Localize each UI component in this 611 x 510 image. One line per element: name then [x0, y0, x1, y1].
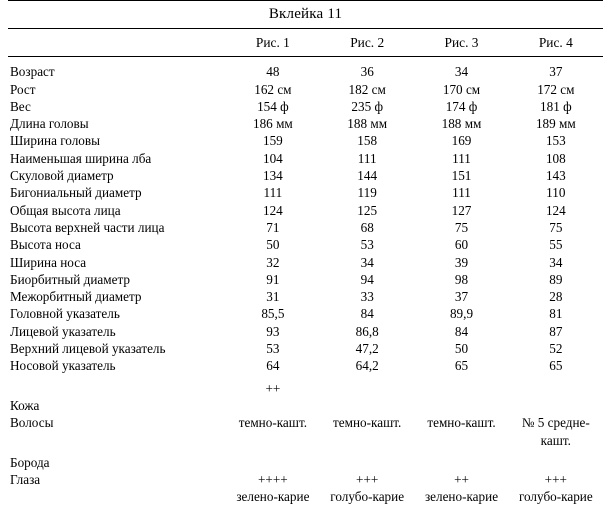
row-value-fig1: 162 см — [254, 81, 292, 97]
row-value-fig1: 48 — [266, 64, 280, 80]
row-value-fig2: 33 — [360, 289, 374, 305]
row-label: Длина головы — [10, 116, 89, 132]
row-value-fig4: 87 — [549, 323, 563, 339]
table-row — [8, 115, 603, 132]
measurements-table — [8, 29, 603, 56]
row-label-skin: Кожа — [10, 397, 40, 413]
row-value-fig2: 188 мм — [347, 116, 388, 132]
hair-value2-fig2 — [320, 432, 414, 449]
table-row-eyes-marks — [8, 471, 603, 488]
table-row — [8, 236, 603, 253]
table-row-eyes — [8, 488, 603, 505]
skin-value-fig4 — [509, 397, 603, 414]
row-label: Межорбитный диаметр — [10, 289, 142, 305]
row-value-fig2: 53 — [360, 237, 374, 253]
row-label: Вес — [10, 98, 31, 114]
row-value-fig3: 75 — [454, 219, 469, 235]
row-value-fig2: 144 — [357, 168, 378, 184]
row-value-fig2: 86,8 — [355, 323, 379, 339]
row-value-fig2: 125 — [357, 202, 378, 218]
row-value-fig3: 84 — [454, 323, 469, 339]
row-label-empty — [8, 432, 226, 449]
eyes-mark-fig4: +++ — [544, 472, 567, 488]
hair-value2-fig1 — [226, 432, 320, 449]
skin-value-fig3 — [414, 397, 508, 414]
skin-value-fig1 — [226, 397, 320, 414]
row-label: Возраст — [10, 64, 55, 80]
table-row — [8, 150, 603, 167]
skin-value-fig2 — [320, 397, 414, 414]
row-value-fig4: 81 — [549, 306, 563, 322]
row-value-fig2: 47,2 — [355, 341, 379, 357]
row-label: Ширина головы — [10, 133, 100, 149]
row-value-fig4: 189 мм — [535, 116, 576, 132]
row-value-fig3: 188 мм — [441, 116, 482, 132]
row-label: Наименьшая ширина лба — [10, 150, 152, 166]
row-value-fig3: 37 — [454, 289, 469, 305]
row-label-eyes: Глаза — [10, 472, 41, 488]
table-row-skin — [8, 397, 603, 414]
row-value-fig1: 104 — [262, 150, 283, 166]
row-value-fig2: 158 — [357, 133, 378, 149]
table-row-beard — [8, 454, 603, 471]
row-value-fig1: 93 — [266, 323, 280, 339]
row-value-fig1: 91 — [266, 271, 280, 287]
hair-value-fig2: темно-кашт. — [333, 415, 402, 431]
table-row — [8, 305, 603, 322]
table-row — [8, 167, 603, 184]
row-label: Высота верхней части лица — [10, 219, 165, 235]
skin-mark-fig2 — [320, 380, 414, 397]
row-label: Общая высота лица — [10, 202, 121, 218]
row-label: Лицевой указатель — [10, 323, 116, 339]
row-value-fig4: 52 — [549, 341, 563, 357]
row-value-fig1: 31 — [266, 289, 280, 305]
row-value-fig1: 50 — [266, 237, 280, 253]
row-value-fig3: 111 — [452, 185, 471, 201]
row-label: Носовой указатель — [10, 358, 116, 374]
table-row — [8, 219, 603, 236]
hair-value2-fig3 — [414, 432, 508, 449]
row-value-fig3: 65 — [454, 358, 469, 374]
beard-value-fig1 — [226, 454, 320, 471]
eyes-mark-fig3: ++ — [454, 472, 469, 488]
column-header-fig2: Рис. 2 — [350, 35, 385, 50]
table-row-skin-marks — [8, 380, 603, 397]
table-row — [8, 63, 603, 80]
column-header-label — [8, 29, 226, 56]
row-value-fig2: 84 — [360, 306, 374, 322]
row-value-fig3: 60 — [454, 237, 469, 253]
row-value-fig2: 36 — [360, 64, 374, 80]
row-value-fig4: 108 — [545, 150, 566, 166]
column-header-fig3: Рис. 3 — [444, 35, 479, 50]
table-header-row — [8, 29, 603, 56]
hair-value2-fig4: кашт. — [540, 432, 571, 448]
row-label: Рост — [10, 81, 36, 97]
row-value-fig3: 174 ф — [445, 98, 478, 114]
table-row-hair-cont — [8, 432, 603, 449]
row-label-hair: Волосы — [10, 415, 54, 431]
row-value-fig1: 85,5 — [261, 306, 285, 322]
table-row — [8, 340, 603, 357]
row-value-fig4: 110 — [546, 185, 566, 201]
measurements-body — [8, 57, 603, 505]
row-value-fig4: 181 ф — [540, 98, 572, 114]
row-value-fig4: 55 — [549, 237, 563, 253]
hair-value-fig3: темно-кашт. — [427, 415, 496, 431]
row-value-fig2: 94 — [360, 271, 374, 287]
row-value-fig4: 172 см — [537, 81, 575, 97]
skin-mark-fig4 — [509, 380, 603, 397]
page-title: Вклейка 11 — [268, 6, 343, 22]
beard-value-fig2 — [320, 454, 414, 471]
row-value-fig1: 64 — [266, 358, 280, 374]
row-label: Биорбитный диаметр — [10, 271, 130, 287]
row-value-fig1: 124 — [262, 202, 283, 218]
row-label: Ширина носа — [10, 254, 87, 270]
eyes-mark-fig2: +++ — [356, 472, 379, 488]
row-value-fig3: 89,9 — [449, 306, 474, 322]
row-value-fig4: 75 — [549, 219, 563, 235]
column-header-fig4: Рис. 4 — [538, 35, 573, 50]
row-value-fig1: 71 — [266, 219, 280, 235]
row-label-empty — [8, 380, 226, 397]
row-value-fig4: 89 — [549, 271, 563, 287]
row-value-fig2: 34 — [360, 254, 374, 270]
row-value-fig2: 182 см — [348, 81, 386, 97]
row-value-fig4: 37 — [549, 64, 563, 80]
row-label: Высота носа — [10, 237, 81, 253]
row-value-fig1: 159 — [262, 133, 283, 149]
row-value-fig3: 34 — [454, 64, 469, 80]
row-label: Верхний лицевой указатель — [10, 341, 166, 357]
eyes-value-fig1: зелено-карие — [236, 489, 310, 505]
row-value-fig4: 28 — [549, 289, 563, 305]
row-value-fig1: 53 — [266, 341, 280, 357]
row-label-beard: Борода — [10, 454, 50, 470]
eyes-value-fig4: голубо-карие — [518, 489, 593, 505]
table-row — [8, 288, 603, 305]
table-row — [8, 357, 603, 374]
row-value-fig3: 111 — [452, 150, 471, 166]
row-value-fig2: 111 — [357, 150, 377, 166]
beard-value-fig4 — [509, 454, 603, 471]
skin-mark-fig3 — [414, 380, 508, 397]
table-row — [8, 323, 603, 340]
table-row — [8, 271, 603, 288]
row-label-empty — [8, 488, 226, 505]
row-value-fig3: 98 — [454, 271, 469, 287]
skin-mark-fig1: ++ — [265, 380, 281, 396]
eyes-value-fig2: голубо-карие — [330, 489, 405, 505]
row-value-fig1: 111 — [263, 185, 283, 201]
row-value-fig3: 170 см — [442, 81, 481, 97]
row-label: Скуловой диаметр — [10, 168, 114, 184]
row-value-fig4: 65 — [549, 358, 563, 374]
row-value-fig2: 68 — [360, 219, 374, 235]
table-row — [8, 254, 603, 271]
beard-value-fig3 — [414, 454, 508, 471]
hair-value-fig4: № 5 средне- — [521, 415, 590, 431]
row-value-fig1: 154 ф — [257, 98, 289, 114]
row-value-fig2: 235 ф — [351, 98, 383, 114]
row-value-fig2: 119 — [357, 185, 377, 201]
table-row — [8, 184, 603, 201]
row-value-fig4: 143 — [545, 168, 566, 184]
row-label: Бигониальный диаметр — [10, 185, 142, 201]
row-value-fig1: 134 — [262, 168, 283, 184]
table-row — [8, 202, 603, 219]
row-value-fig4: 34 — [549, 254, 563, 270]
row-value-fig3: 39 — [454, 254, 469, 270]
eyes-value-fig3: зелено-карие — [424, 489, 499, 505]
row-value-fig2: 64,2 — [355, 358, 379, 374]
table-row — [8, 98, 603, 115]
row-value-fig4: 124 — [545, 202, 566, 218]
row-value-fig3: 151 — [451, 168, 472, 184]
table-row-hair — [8, 414, 603, 431]
row-value-fig3: 50 — [454, 341, 469, 357]
row-value-fig4: 153 — [545, 133, 566, 149]
row-value-fig3: 169 — [451, 133, 472, 149]
column-header-fig1: Рис. 1 — [255, 35, 290, 50]
row-label: Головной указатель — [10, 306, 120, 322]
row-value-fig1: 186 мм — [252, 116, 293, 132]
row-value-fig1: 32 — [266, 254, 280, 270]
hair-value-fig1: темно-кашт. — [238, 415, 308, 431]
row-value-fig3: 127 — [451, 202, 472, 218]
table-row — [8, 132, 603, 149]
eyes-mark-fig1: ++++ — [258, 472, 288, 488]
table-row — [8, 81, 603, 98]
